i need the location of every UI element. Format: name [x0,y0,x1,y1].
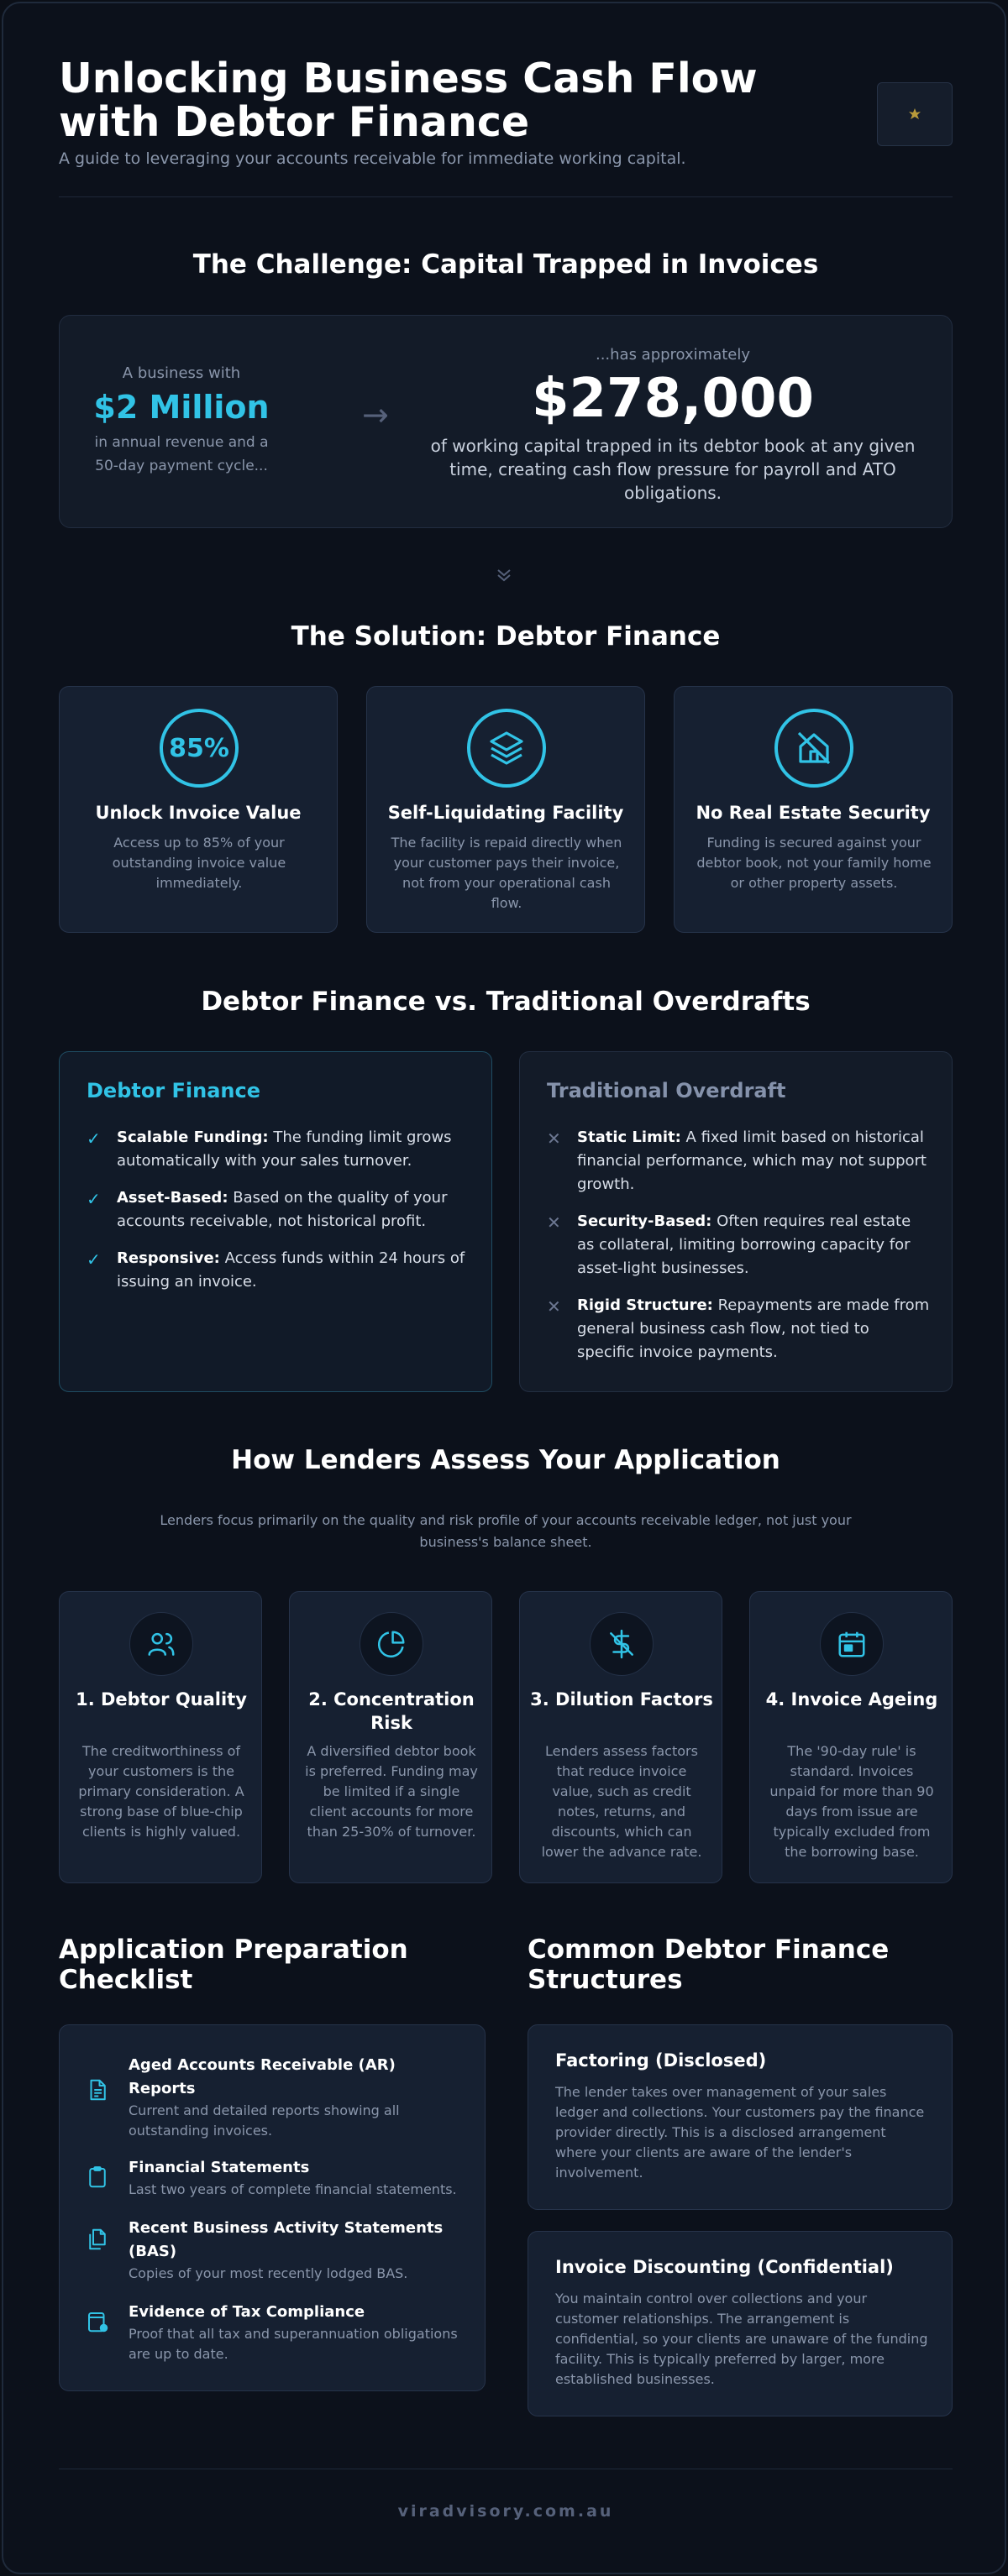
solution-card-title: No Real Estate Security [696,803,931,823]
check-icon: ✓ [87,1189,101,1209]
assessment-card [59,1591,262,1883]
challenge-left [60,364,303,478]
check-icon: ✓ [87,1249,101,1270]
document-icon [85,2077,110,2102]
checklist-item-desc: Proof that all tax and superannuation obligations are up to date. [129,2326,458,2362]
comparison-heading: Debtor Finance vs. Traditional Overdrafts [201,987,811,1017]
layers-icon [467,709,546,788]
cross-icon: ✕ [547,1128,561,1149]
clipboard-icon [85,2165,110,2190]
item-label: Security-Based: [577,1212,712,1230]
page-title: Unlocking Business Cash Flow with Debtor Finance [59,55,758,146]
challenge-left-desc: in annual revenue and a 50-day payment cycle... [94,434,269,474]
checklist-item-desc: Last two years of complete financial statements. [129,2181,457,2197]
no-property-icon [774,709,853,788]
assessment-card-title: 2. Concentration Risk [308,1689,475,1733]
checklist-item-title: Financial Statements [129,2159,310,2176]
assessment-heading: How Lenders Assess Your Application [231,1445,780,1475]
challenge-right [429,346,916,505]
item-label: Scalable Funding: [117,1128,269,1146]
list-item [87,1247,470,1294]
assessment-card-desc: Lenders assess factors that reduce invoice value, such as credit notes, returns, and discounts, which can lower the advance rate. [541,1743,702,1860]
debtor-finance-card [59,1051,492,1392]
files-icon [85,2227,110,2252]
item-text: Based on the quality of your accounts receivable, not historical profit. [117,1189,448,1230]
item-label: Asset-Based: [117,1189,228,1207]
assessment-card-desc: The creditworthiness of your customers is the primary consideration. A strong base of blue-chip clients is highly valued. [78,1743,244,1840]
challenge-card [59,315,953,528]
structure-card-desc: You maintain control over collections and your customer relationships. The arrangement is confidential, so your clients are unaware of the funding facility. This is typically preferred by larger, more established businesses. [555,2291,928,2387]
structure-card [528,2231,953,2416]
assessment-card-title: 1. Debtor Quality [76,1689,247,1709]
item-label: Responsive: [117,1249,220,1267]
assessment-card-title: 4. Invoice Ageing [765,1689,938,1709]
item-text: The funding limit grows automatically with your sales turnover. [117,1128,452,1170]
checklist-item-title: Evidence of Tax Compliance [129,2303,365,2321]
challenge-right-intro: ...has approximately [595,346,751,364]
infographic-page [2,2,1006,2574]
users-icon [129,1612,193,1676]
page-subtitle: A guide to leveraging your accounts receivable for immediate working capital. [59,149,686,168]
debtor-finance-list [87,1126,470,1307]
solution-card [674,686,953,933]
debtor-finance-title: Debtor Finance [87,1079,261,1102]
checklist-heading: Application Preparation Checklist [59,1935,408,1995]
overdraft-title: Traditional Overdraft [547,1079,786,1102]
structure-card-title: Factoring (Disclosed) [555,2050,767,2071]
checklist-item-title: Recent Business Activity Statements (BAS) [129,2219,444,2260]
assessment-card [749,1591,953,1883]
assessment-card [519,1591,722,1883]
assessment-card-desc: A diversified debtor book is preferred. Funding may be limited if a single client accounts for more than 25-30% of turnover. [305,1743,478,1840]
solution-card-desc: Funding is secured against your debtor book, not your family home or other property assets. [696,835,932,891]
tax-icon [85,2309,110,2334]
structure-card [528,2024,953,2210]
check-icon: ✓ [87,1128,101,1149]
header-divider [59,196,953,197]
checklist-item [85,2301,463,2364]
checklist-item [85,2054,463,2141]
item-text: Access funds within 24 hours of issuing an invoice. [117,1249,465,1291]
brand-logo-icon [906,105,924,123]
challenge-right-desc: of working capital trapped in its debtor book at any given time, creating cash flow pressure for payroll and ATO obligations. [430,436,916,503]
checklist-item-desc: Copies of your most recently lodged BAS. [129,2265,408,2281]
item-text: Often requires real estate as collateral, limiting borrowing capacity for asset-light businesses. [577,1212,911,1277]
structure-card-desc: The lender takes over management of your sales ledger and collections. Your customers pay the finance provider directly. This is a disclosed arrangement where your clients are aware of the lender's involvement. [555,2084,925,2181]
item-label: Rigid Structure: [577,1296,713,1314]
percent-badge: 85% [160,709,239,788]
overdraft-card [519,1051,953,1392]
list-item [547,1210,930,1280]
challenge-left-intro: A business with [122,364,241,382]
solution-card-title: Self-Liquidating Facility [387,803,624,823]
overdraft-list [547,1126,930,1378]
item-text: A fixed limit based on historical financial performance, which may not support growth. [577,1128,927,1193]
chevron-down-icon [493,564,515,591]
list-item [87,1126,470,1173]
assessment-subtitle: Lenders focus primarily on the quality and risk profile of your accounts receivable ledger, not just your business's balance sheet. [160,1512,852,1550]
solution-card-desc: The facility is repaid directly when your customer pays their invoice, not from your operational cash flow. [391,835,622,911]
brand-logo [877,82,953,146]
item-label: Static Limit: [577,1128,681,1146]
assessment-card-desc: The '90-day rule' is standard. Invoices unpaid for more than 90 days from issue are typically excluded from the borrowing base. [769,1743,934,1860]
assessment-card-title: 3. Dilution Factors [530,1689,713,1709]
challenge-right-value: $278,000 [531,368,815,430]
solution-card-desc: Access up to 85% of your outstanding invoice value immediately. [112,835,286,891]
challenge-heading: The Challenge: Capital Trapped in Invoices [192,249,819,280]
structures-heading: Common Debtor Finance Structures [528,1935,890,1995]
checklist-item [85,2217,463,2284]
challenge-left-value: $2 Million [93,389,270,426]
footer-site: viradvisory.com.au [397,2502,614,2521]
calendar-icon [820,1612,884,1676]
checklist-item-title: Aged Accounts Receivable (AR) Reports [129,2056,396,2097]
item-text: Repayments are made from general business cash flow, not tied to specific invoice payments. [577,1296,930,1361]
assessment-card [289,1591,492,1883]
arrow-right-icon: → [362,396,389,433]
list-item [547,1126,930,1196]
dollar-off-icon [590,1612,654,1676]
checklist-card [59,2024,486,2391]
solution-card [366,686,645,933]
solution-card [59,686,338,933]
pie-chart-icon [360,1612,423,1676]
solution-heading: The Solution: Debtor Finance [291,621,721,652]
list-item [547,1294,930,1364]
cross-icon: ✕ [547,1212,561,1233]
checklist-item-desc: Current and detailed reports showing all outstanding invoices. [129,2102,400,2139]
cross-icon: ✕ [547,1296,561,1317]
solution-card-title: Unlock Invoice Value [95,803,302,823]
checklist-item [85,2156,463,2200]
list-item [87,1186,470,1233]
structure-card-title: Invoice Discounting (Confidential) [555,2257,894,2277]
